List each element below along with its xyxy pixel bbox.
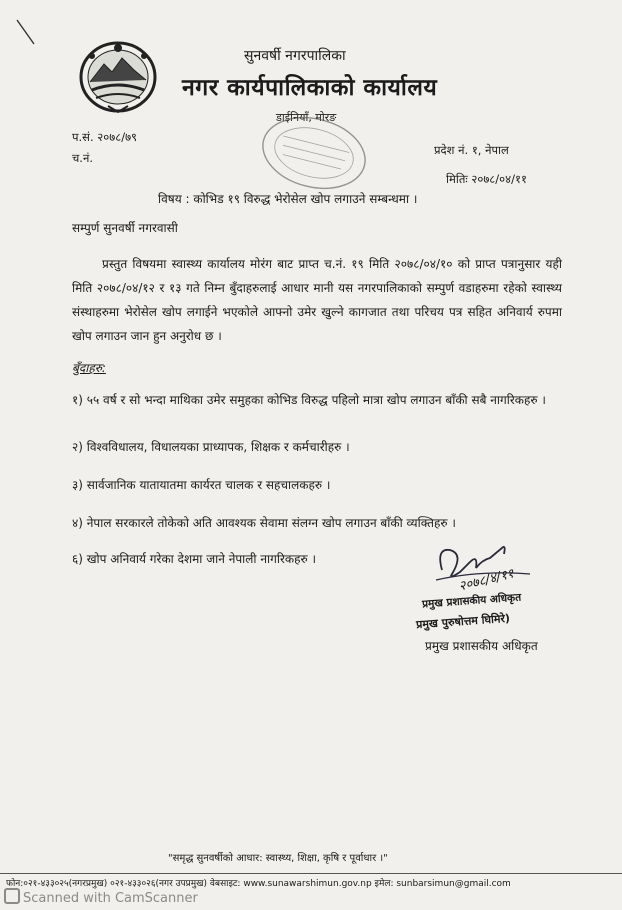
officer-designation: प्रमुख प्रशासकीय अधिकृत — [425, 639, 538, 653]
municipality-emblem-icon — [78, 40, 158, 114]
letter-date: मितिः २०७८/०४/११ — [446, 172, 527, 186]
reference-number: प.सं. २०७८/७९ — [72, 130, 138, 144]
camscanner-logo-icon — [4, 888, 20, 904]
office-stamp-icon — [250, 102, 378, 205]
point-item: ६) खोप अनिवार्य गरेका देशमा जाने नेपाली नागरिकहरु । — [72, 552, 317, 566]
point-item: ४) नेपाल सरकारले तोकेको अति आवश्यक सेवामा संलग्न खोप लगाउन बाँकी व्यक्तिहरु । — [72, 516, 456, 530]
point-item: २) विश्वविधालय, विधालयका प्राध्यापक, शिक्षक र कर्मचारीहरु । — [72, 440, 350, 454]
subject-line: विषय : कोभिड १९ विरुद्ध भेरोसेल खोप लगाउने सम्बन्धमा । — [158, 192, 418, 206]
motto: "समृद्ध सुनवर्षीको आधार: स्वास्थ्य, शिक्षा, कृषि र पूर्वाधार ।" — [168, 853, 388, 864]
scanner-watermark — [4, 888, 198, 906]
officer-stamp-name: प्रमुख पुरुषोत्तम घिमिरे) — [415, 611, 511, 632]
scan-mark — [14, 18, 38, 46]
point-item: १) ५५ वर्ष र सो भन्दा माथिका उमेर समुहका कोभिड विरुद्ध पहिलो मात्रा खोप लगाउन बाँकी सबै नागरिकहरु । — [72, 393, 546, 407]
officer-stamp-title: प्रमुख प्रशासकीय अधिकृत — [421, 591, 522, 611]
footer-divider — [0, 873, 622, 874]
municipality-name: सुनवर्षी नगरपालिका — [244, 48, 346, 64]
watermark-text: Scanned with CamScanner — [23, 891, 198, 906]
signature-date: २०७८/४/११ — [457, 566, 516, 595]
office-place: डाईनियाँ, मोरङ — [276, 111, 337, 124]
dispatch-number: च.नं. — [72, 151, 93, 165]
point-item: ३) सार्वजानिक यातायातमा कार्यरत चालक र सहचालकहरु । — [72, 478, 331, 492]
office-title: नगर कार्यपालिकाको कार्यालय — [182, 75, 438, 101]
body-paragraph: प्रस्तुत विषयमा स्वास्थ्य कार्यालय मोरंग बाट प्राप्त च.नं. १९ मिति २०७८/०४/१० को प्राप्त पत्रानुसार यही मिति २०७८/०४/१२ र १३ गते निम्न बुँदाहरुलाई आधार मानी यस नगरपालिकाको सम्पुर्ण वडाहरुमा रहेको स्वास्थ्य संस्थाहरुमा भेरोसेल खोप लगाईने भएकोले आफ्नो उमेर खुल्ने कागजात तथा परिचय पत्र सहित अनिवार्य रुपमा खोप लगाउन जान हुन अनुरोध छ । — [72, 257, 562, 343]
points-heading: बुँदाहरु: — [72, 361, 106, 375]
salutation: सम्पुर्ण सुनवर्षी नगरवासी — [72, 221, 178, 235]
province-label: प्रदेश नं. १, नेपाल — [434, 143, 509, 157]
footer-contact: फोन:०२१-४३३०२५(नगरप्रमुख) ०२१-४३३०२६(नगर उपप्रमुख) वेबसाइट: www.sunawarshimun.gov.np इमेल: sunbarsimun@gmail.com — [6, 879, 511, 889]
